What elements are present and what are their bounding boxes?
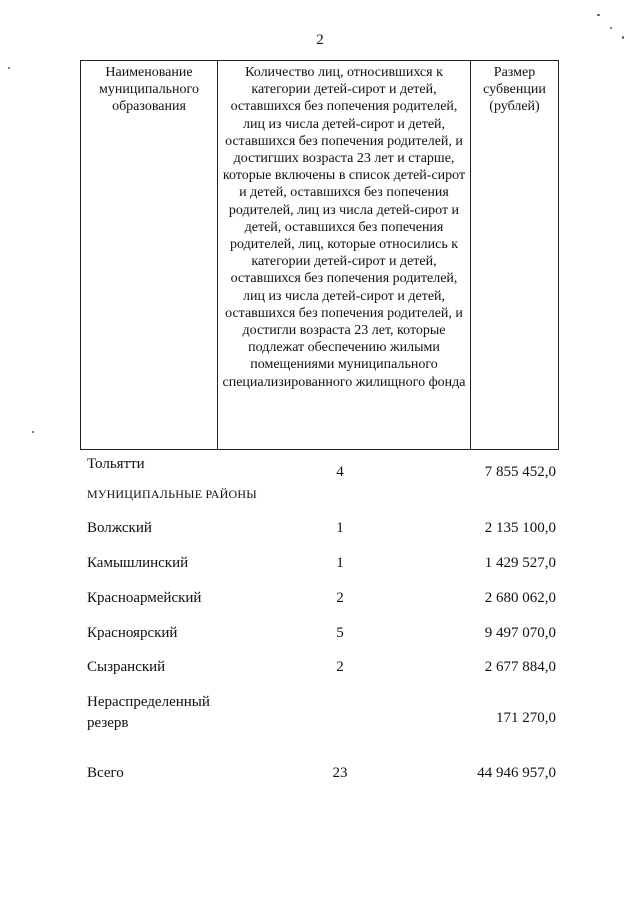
row-quantity: 2 xyxy=(336,590,344,606)
row-amount: 171 270,0 xyxy=(496,710,556,726)
scan-speck xyxy=(8,67,10,69)
row-name: Тольятти xyxy=(87,456,145,472)
row-amount: 2 135 100,0 xyxy=(484,520,556,536)
row-quantity: 1 xyxy=(336,555,344,571)
row-name: Красноярский xyxy=(87,625,178,641)
scan-speck xyxy=(597,14,600,16)
row-name xyxy=(87,692,210,734)
scan-speck xyxy=(622,36,624,39)
row-amount: 2 680 062,0 xyxy=(484,590,556,606)
row-amount: 1 429 527,0 xyxy=(484,555,556,571)
row-amount: 9 497 070,0 xyxy=(484,625,556,641)
row-name: Камышлинский xyxy=(87,555,189,571)
header-municipality: Наименование муниципального образования xyxy=(81,61,218,450)
row-quantity: 5 xyxy=(336,625,344,641)
table-row xyxy=(0,692,640,742)
row-name-line: Нераспределенный xyxy=(87,694,210,710)
row-quantity: 4 xyxy=(336,464,344,480)
row-amount: 2 677 884,0 xyxy=(484,659,556,675)
row-quantity: 23 xyxy=(332,765,348,781)
row-quantity: 1 xyxy=(336,520,344,536)
table-header xyxy=(80,60,559,450)
row-amount: 44 946 957,0 xyxy=(477,765,556,781)
row-name: Всего xyxy=(87,765,124,781)
row-name: Красноармейский xyxy=(87,590,202,606)
scan-speck xyxy=(32,431,34,433)
header-subsidy-amount: Размер субвенции (рублей) xyxy=(471,61,559,450)
section-heading: МУНИЦИПАЛЬНЫЕ РАЙОНЫ xyxy=(87,487,257,501)
row-amount: 7 855 452,0 xyxy=(484,464,556,480)
page-number: 2 xyxy=(316,32,324,48)
row-name: Волжский xyxy=(87,520,152,536)
scan-speck xyxy=(610,27,612,29)
row-name-line: резерв xyxy=(87,715,129,731)
row-quantity: 2 xyxy=(336,659,344,675)
row-name: Сызранский xyxy=(87,659,166,675)
header-person-count: Количество лиц, относившихся к категории детей-сирот и детей, оставшихся без попечения родителей, лиц из числа детей-сирот и детей, оставшихся без попечения родителей, и достигших возраста 23 лет и старше, которые включены в список детей-сирот и детей, оставшихся без попечения родителей, лиц из числа детей-сирот и детей, оставшихся без попечения родителей, лиц, которые относились к категории детей-сирот и детей, оставшихся без попечения родителей, лиц из числа детей-сирот и детей, оставшихся без попечения родителей, и достигли возраста 23 лет, которые подлежат обеспечению жилыми помещениями муниципального специализированного жилищного фонда xyxy=(218,61,471,450)
